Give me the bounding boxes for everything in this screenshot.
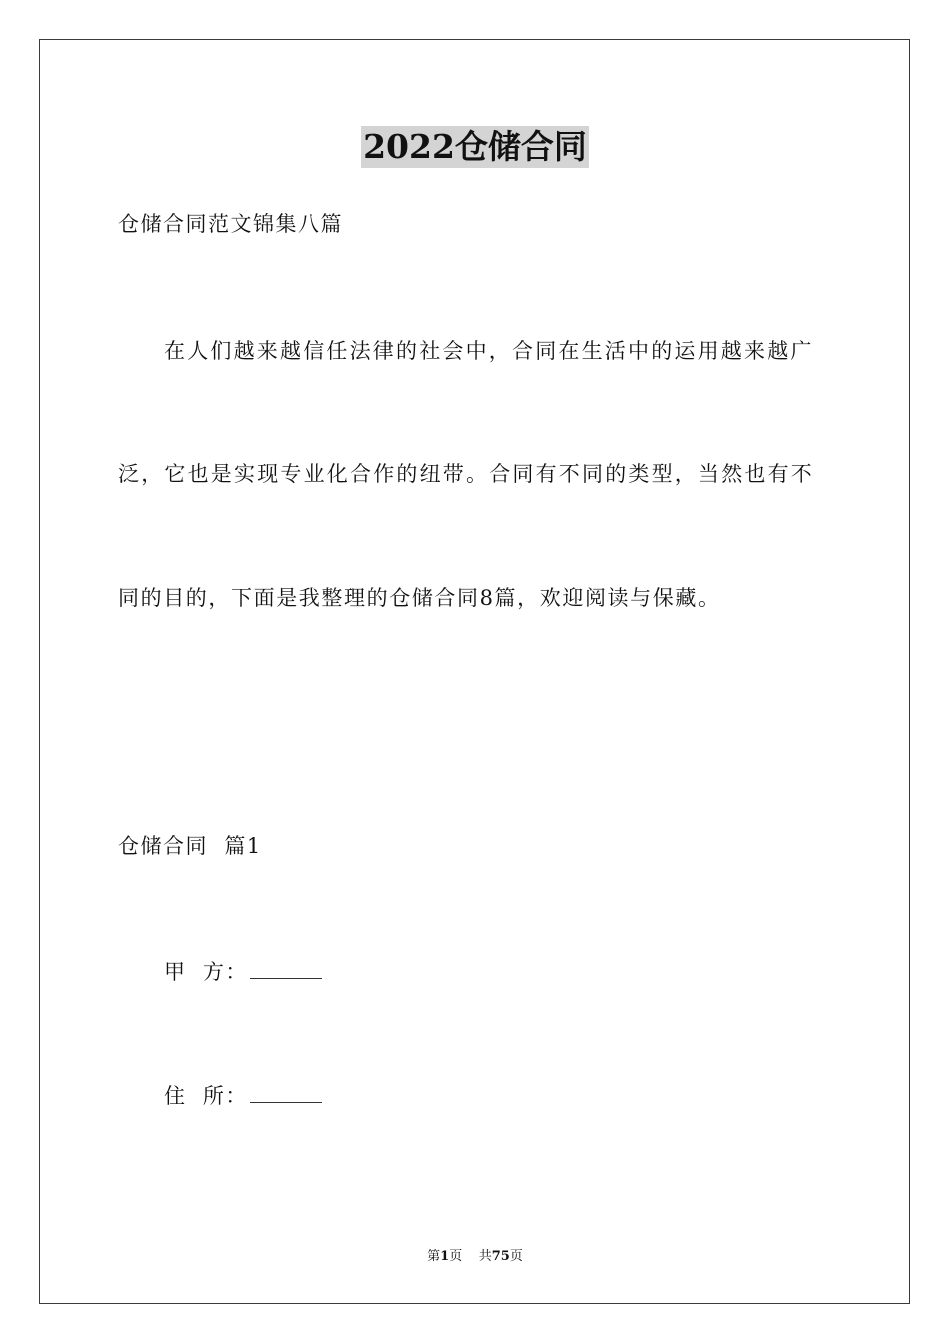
document-title: 2022仓储合同 <box>363 127 587 166</box>
page-footer <box>0 1248 950 1266</box>
footer-page-prefix: 第 <box>427 1249 441 1264</box>
intro-paragraph-line-2: 泛，它也是实现专业化合作的纽带。合同有不同的类型，当然也有不 <box>118 462 814 486</box>
footer-total-pages: 75 <box>491 1249 510 1264</box>
party-a-blank-line <box>250 960 322 979</box>
title-container <box>0 126 950 168</box>
intro-paragraph-line-1: 在人们越来越信任法律的社会中，合同在生活中的运用越来越广 <box>164 339 814 363</box>
footer-total-prefix: 共 <box>478 1249 492 1264</box>
footer-page-number: 1 <box>440 1249 450 1264</box>
footer-page-suffix: 页 <box>449 1249 463 1264</box>
section-heading: 仓储合同 篇1 <box>118 834 262 858</box>
party-a-label: 甲 方： <box>164 960 248 984</box>
party-a-field <box>164 958 322 986</box>
address-field <box>164 1082 322 1110</box>
intro-paragraph-line-3: 同的目的，下面是我整理的仓储合同8篇，欢迎阅读与保藏。 <box>118 586 721 610</box>
document-subtitle: 仓储合同范文锦集八篇 <box>118 212 343 236</box>
footer-total-suffix: 页 <box>509 1249 523 1264</box>
address-label: 住 所： <box>164 1084 248 1108</box>
address-blank-line <box>250 1084 322 1103</box>
